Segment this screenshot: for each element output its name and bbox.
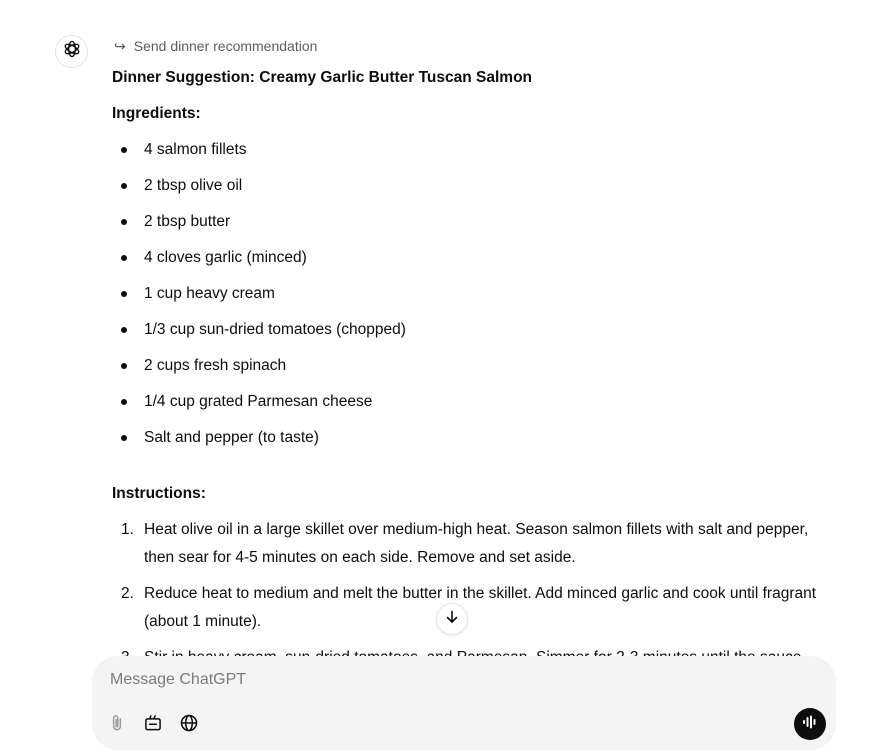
assistant-avatar [55, 35, 88, 68]
scroll-to-bottom-button[interactable] [436, 603, 468, 635]
tools-button[interactable] [140, 712, 166, 738]
search-web-button[interactable] [176, 712, 202, 738]
globe-icon [179, 713, 199, 738]
tool-call-line[interactable] [114, 36, 824, 56]
message-input[interactable] [110, 666, 710, 694]
voice-waveform-icon [802, 714, 818, 735]
list-item: 1/4 cup grated Parmesan cheese [112, 388, 824, 424]
message-composer [92, 656, 836, 750]
ingredients-list [112, 136, 824, 460]
list-item: 2 cups fresh spinach [112, 352, 824, 388]
recipe-title: Dinner Suggestion: Creamy Garlic Butter Tuscan Salmon [112, 69, 533, 86]
list-item: 1 cup heavy cream [112, 280, 824, 316]
arrow-down-icon [444, 609, 460, 630]
instructions-heading: Instructions: [112, 485, 206, 502]
list-item: 1/3 cup sun-dried tomatoes (chopped) [112, 316, 824, 352]
list-item: 4 cloves garlic (minced) [112, 244, 824, 280]
list-item: Salt and pepper (to taste) [112, 424, 824, 460]
list-item: 2 tbsp olive oil [112, 172, 824, 208]
list-item: 4 salmon fillets [112, 136, 824, 172]
return-arrow-icon: ↪ [114, 38, 126, 54]
assistant-message [112, 36, 824, 680]
voice-mode-button[interactable] [794, 708, 826, 740]
ingredients-heading: Ingredients: [112, 105, 201, 122]
step-number: 2. [121, 585, 134, 602]
tool-call-label: Send dinner recommendation [133, 38, 318, 54]
toolbox-icon [143, 713, 163, 738]
step-number: 1. [121, 521, 134, 538]
list-item [112, 580, 824, 636]
chatgpt-logo-icon [62, 39, 82, 64]
instructions-list [112, 516, 824, 672]
paperclip-icon [107, 713, 127, 738]
step-text: Reduce heat to medium and melt the butter in the skillet. Add minced garlic and cook until fragrant (about 1 minute). [144, 585, 817, 630]
list-item [112, 516, 824, 572]
step-text: Heat olive oil in a large skillet over medium-high heat. Season salmon fillets with salt and pepper, then sear for 4-5 minutes on each side. Remove and set aside. [144, 521, 809, 566]
attach-button[interactable] [104, 712, 130, 738]
list-item: 2 tbsp butter [112, 208, 824, 244]
